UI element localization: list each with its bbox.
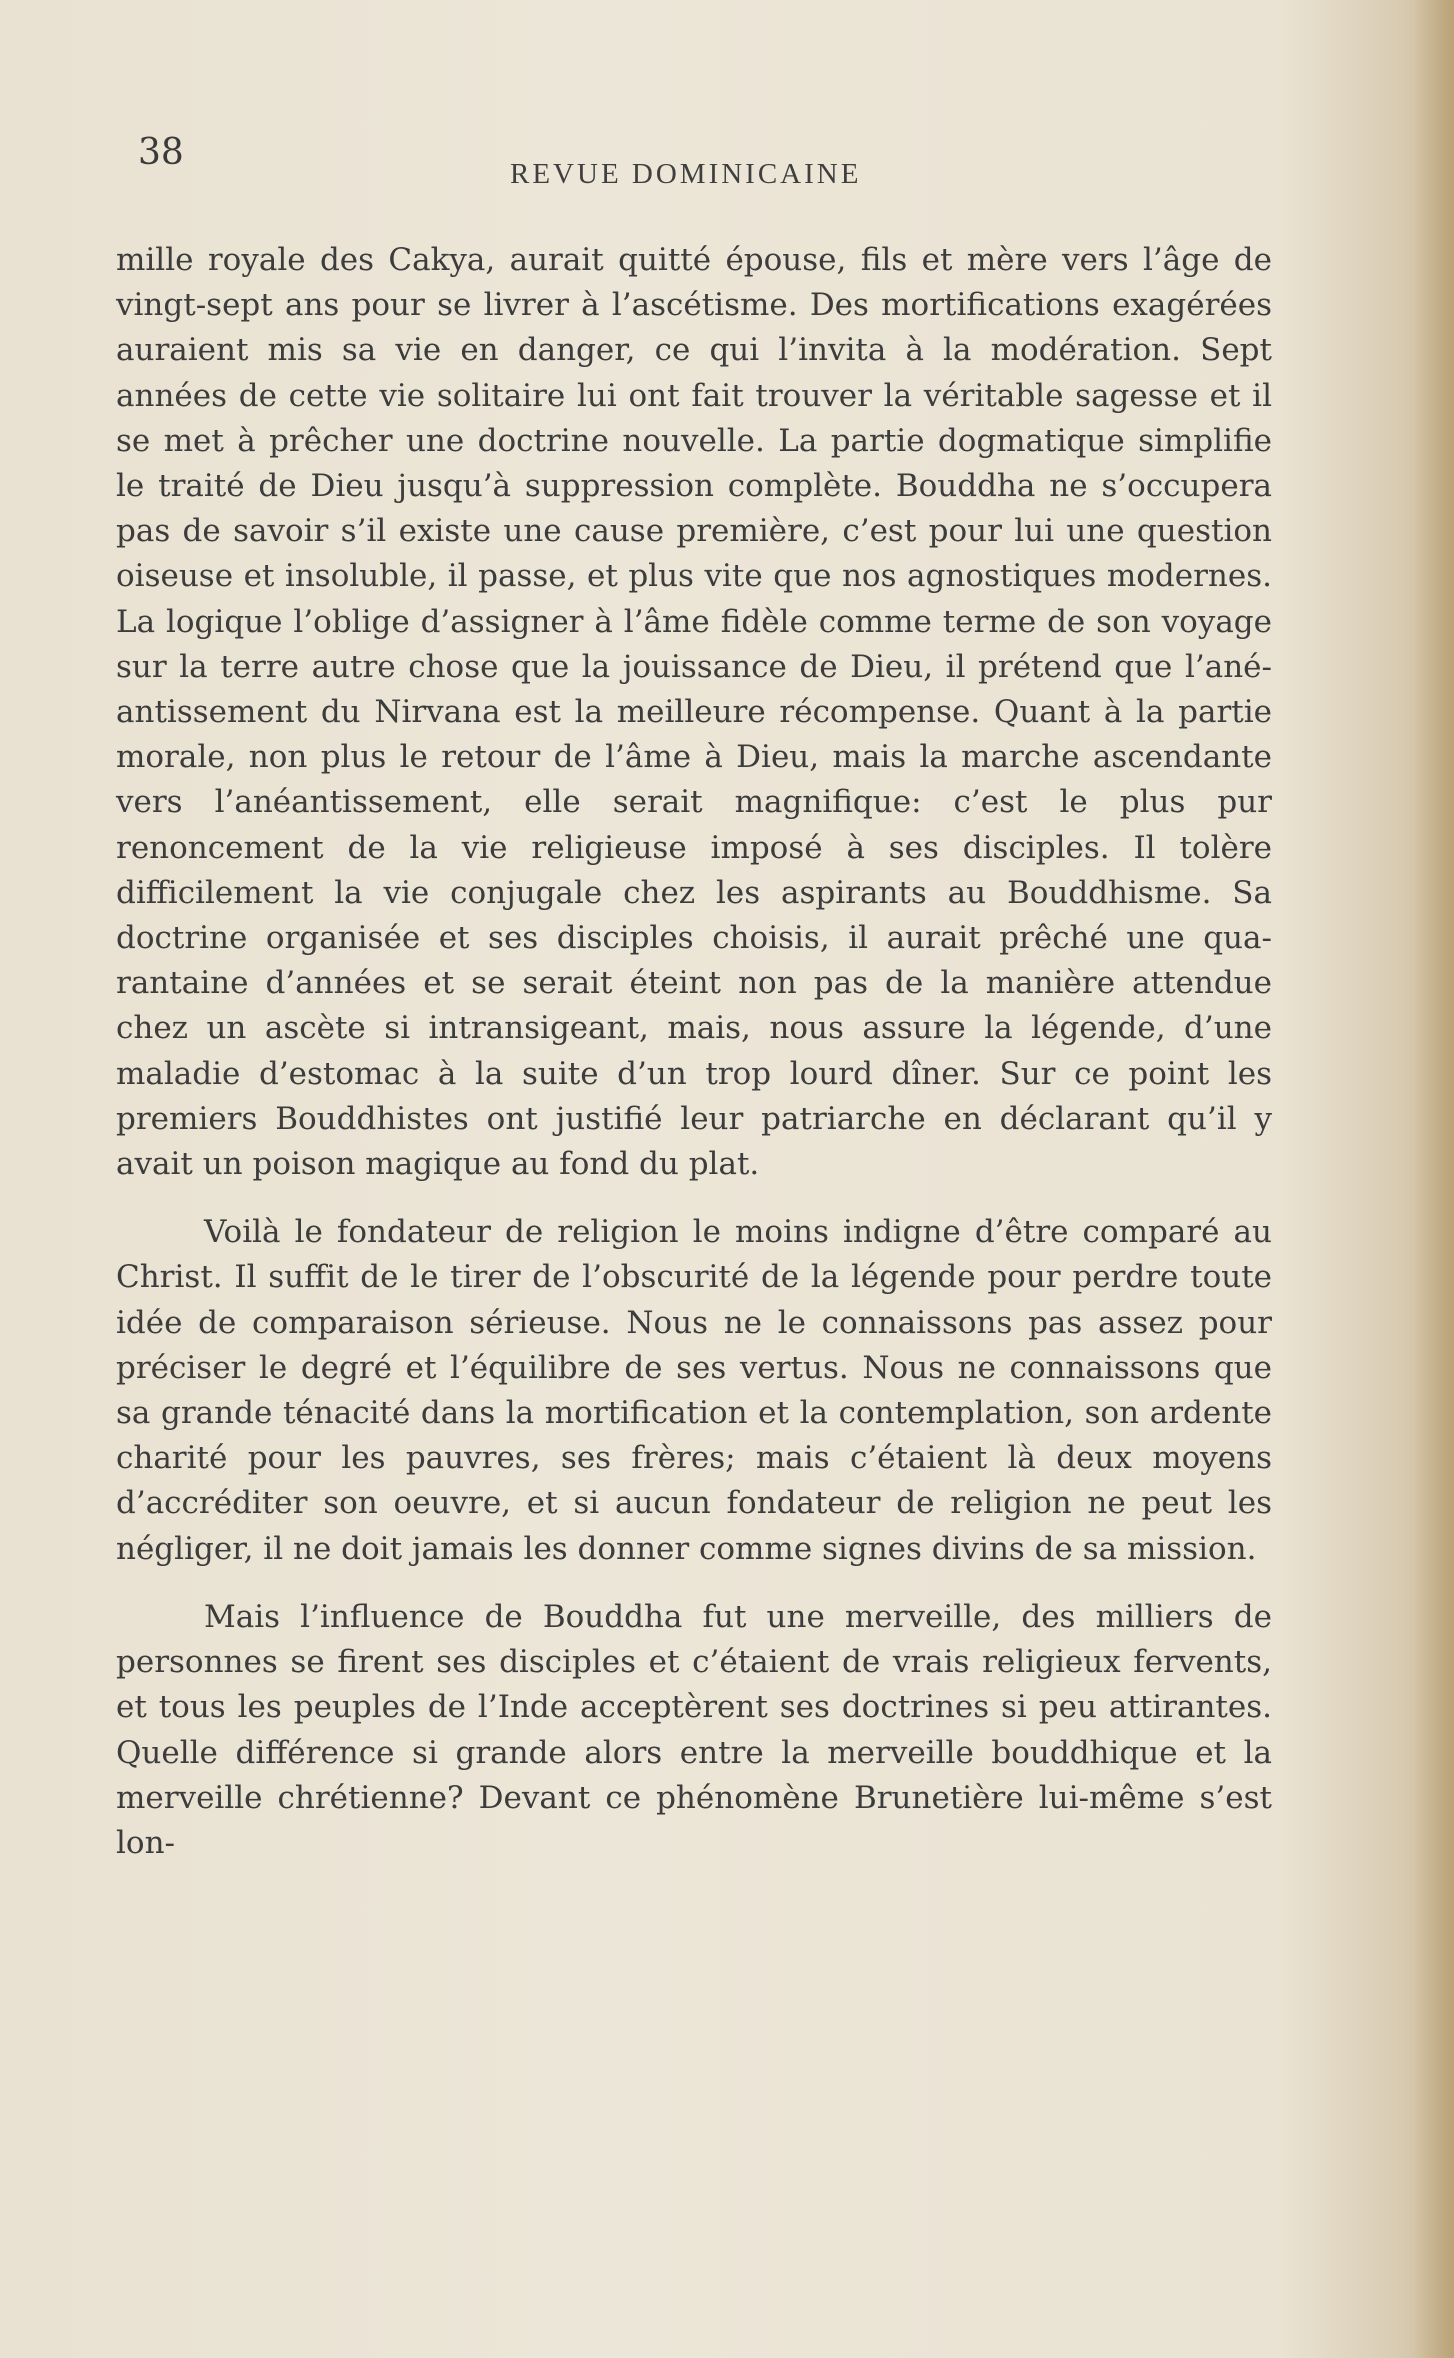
page-edge-shading <box>1414 0 1454 2358</box>
paragraph-1: mille royale des Cakya, aurait quitté épouse, fils et mère vers l’âge de vingt-sept ans pour se livrer à l’ascétisme. Des mortifications exagérées auraient mis sa vie en danger, ce qui l’invita à la modération. Sept années de cette vie solitaire lui ont fait trouver la véritable sagesse et il se met à prêcher une doctrine nouvelle. La partie dogmatique simplifie le traité de Dieu jusqu’à suppression complète. Bouddha ne s’occupera pas de savoir s’il existe une cause première, c’est pour lui une question oiseuse et insoluble, il passe, et plus vite que nos agnostiques modernes. La logique l’oblige d’assigner à l’âme fidèle comme terme de son voyage sur la terre autre chose que la jouissance de Dieu, il prétend que l’anéantissement du Nirvana est la meilleure récompense. Quant à la partie morale, non plus le retour de l’âme à Dieu, mais la marche ascendante vers l’anéantissement, elle serait magnifique: c’est le plus pur renoncement de la vie religieuse imposé à ses disciples. Il tolère difficilement la vie conjugale chez les aspirants au Bouddhisme. Sa doctrine organisée et ses disciples choisis, il aurait prêché une quarantaine d’années et se serait éteint non pas de la manière attendue chez un ascète si intransigeant, mais, nous assure la légende, d’une maladie d’estomac à la suite d’un trop lourd dîner. Sur ce point les premiers Bouddhistes ont justifié leur patriarche en déclarant qu’il y avait un poison magique au fond du plat. <box>116 242 1272 1183</box>
paragraph-3: Mais l’influence de Bouddha fut une merveille, des milliers de personnes se firent ses disciples et c’étaient de vrais religieux fervents, et tous les peuples de l’Inde acceptèrent ses doctrines si peu attirantes. Quelle différence si grande alors entre la merveille bouddhique et la merveille chrétienne? Devant ce phénomène Brunetière lui-même s’est lon- <box>116 1598 1272 1861</box>
journal-title: REVUE DOMINICAINE <box>510 158 862 190</box>
body-text <box>116 238 1272 1866</box>
paragraph-2: Voilà le fondateur de religion le moins indigne d’être comparé au Christ. Il suffit de le tirer de l’obscurité de la légende pour perdre toute idée de comparaison sérieuse. Nous ne le connaissons pas assez pour préciser le degré et l’équilibre de ses vertus. Nous ne connaissons que sa grande ténacité dans la mortification et la contemplation, son ardente charité pour les pauvres, ses frères; mais c’étaient là deux moyens d’accréditer son oeuvre, et si aucun fondateur de religion ne peut les négliger, il ne doit jamais les donner comme signes divins de sa mission. <box>116 1214 1272 1567</box>
page-number: 38 <box>138 132 184 173</box>
running-head <box>138 132 1278 190</box>
